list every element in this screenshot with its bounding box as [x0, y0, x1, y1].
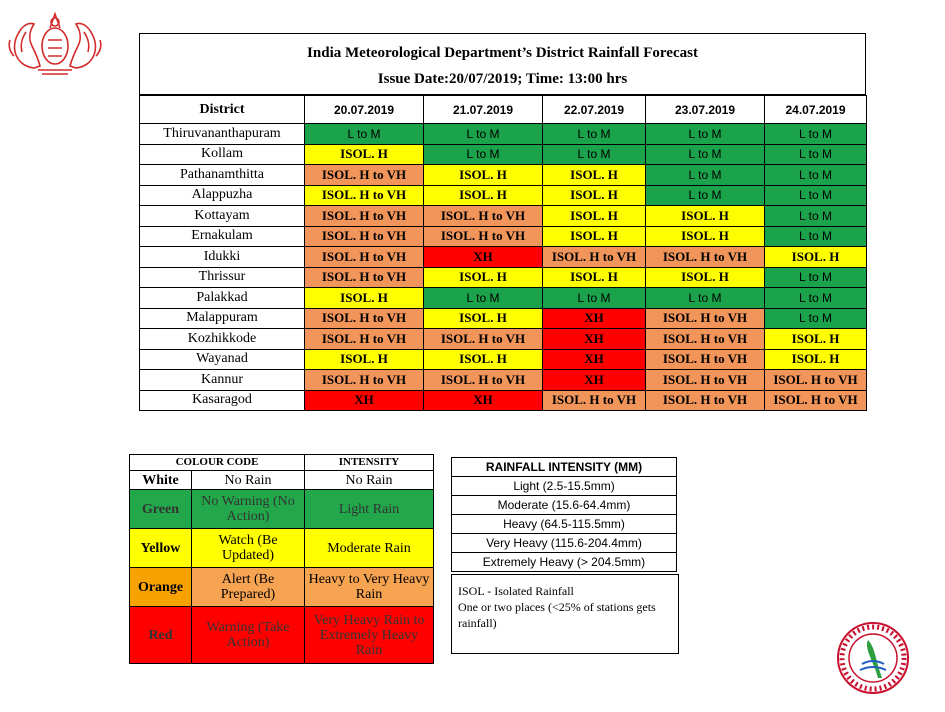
forecast-cell: L to M — [765, 165, 867, 186]
district-name: Malappuram — [140, 308, 305, 329]
intensity-header: INTENSITY — [305, 455, 434, 471]
forecast-cell: L to M — [646, 165, 765, 186]
isol-note — [451, 574, 679, 654]
table-row — [140, 144, 867, 165]
forecast-cell: XH — [543, 329, 646, 350]
forecast-cell: ISOL. H — [424, 165, 543, 186]
forecast-cell: ISOL. H — [424, 267, 543, 288]
forecast-cell: L to M — [765, 308, 867, 329]
forecast-cell: ISOL. H — [765, 329, 867, 350]
forecast-cell: XH — [424, 390, 543, 411]
forecast-cell: ISOL. H — [646, 206, 765, 227]
legend-meaning: Warning (Take Action) — [192, 607, 305, 664]
district-name: Kozhikkode — [140, 329, 305, 350]
forecast-cell: L to M — [765, 288, 867, 309]
forecast-cell: XH — [305, 390, 424, 411]
date-column-header: 22.07.2019 — [543, 96, 646, 124]
forecast-cell: ISOL. H to VH — [305, 329, 424, 350]
legend-meaning: Alert (Be Prepared) — [192, 568, 305, 607]
forecast-cell: ISOL. H — [305, 144, 424, 165]
legend-colour-name: Orange — [130, 568, 192, 607]
district-name: Palakkad — [140, 288, 305, 309]
forecast-cell: L to M — [424, 124, 543, 145]
table-row — [140, 308, 867, 329]
forecast-cell: ISOL. H — [305, 349, 424, 370]
colour-code-header: COLOUR CODE — [130, 455, 305, 471]
table-row — [140, 390, 867, 411]
forecast-cell: L to M — [646, 144, 765, 165]
forecast-cell: ISOL. H to VH — [646, 329, 765, 350]
legend-row-yellow — [130, 529, 434, 568]
forecast-cell: ISOL. H to VH — [646, 349, 765, 370]
forecast-cell: ISOL. H to VH — [646, 247, 765, 268]
forecast-cell: L to M — [765, 206, 867, 227]
date-column-header: 24.07.2019 — [765, 96, 867, 124]
legend-intensity: Heavy to Very Heavy Rain — [305, 568, 434, 607]
table-row — [140, 206, 867, 227]
forecast-cell: XH — [543, 308, 646, 329]
forecast-cell: ISOL. H to VH — [305, 247, 424, 268]
forecast-cell: ISOL. H — [646, 226, 765, 247]
legend-intensity: Light Rain — [305, 490, 434, 529]
legend-row-red — [130, 607, 434, 664]
table-row — [140, 349, 867, 370]
legend-colour-name: Red — [130, 607, 192, 664]
forecast-cell: L to M — [765, 124, 867, 145]
forecast-cell: L to M — [543, 288, 646, 309]
intensity-item: Heavy (64.5-115.5mm) — [452, 515, 677, 534]
district-name: Alappuzha — [140, 185, 305, 206]
table-row — [140, 247, 867, 268]
colour-code-legend — [129, 454, 434, 664]
legend-colour-name: White — [130, 471, 192, 490]
forecast-cell: L to M — [765, 185, 867, 206]
forecast-cell: L to M — [765, 267, 867, 288]
date-column-header: 21.07.2019 — [424, 96, 543, 124]
legend-meaning: Watch (Be Updated) — [192, 529, 305, 568]
district-name: Wayanad — [140, 349, 305, 370]
intensity-item: Moderate (15.6-64.4mm) — [452, 496, 677, 515]
forecast-cell: ISOL. H to VH — [305, 267, 424, 288]
forecast-header — [139, 33, 866, 95]
forecast-cell: L to M — [646, 185, 765, 206]
forecast-cell: ISOL. H to VH — [305, 206, 424, 227]
forecast-cell: ISOL. H — [424, 308, 543, 329]
date-column-header: 23.07.2019 — [646, 96, 765, 124]
forecast-cell: L to M — [305, 124, 424, 145]
forecast-cell: ISOL. H to VH — [305, 308, 424, 329]
district-name: Kasaragod — [140, 390, 305, 411]
legend-colour-name: Yellow — [130, 529, 192, 568]
isol-description: One or two places (<25% of stations gets rainfall) — [458, 600, 656, 630]
forecast-cell: XH — [543, 370, 646, 391]
table-row — [140, 370, 867, 391]
forecast-cell: ISOL. H — [765, 247, 867, 268]
forecast-cell: ISOL. H — [543, 206, 646, 227]
forecast-cell: ISOL. H to VH — [543, 247, 646, 268]
forecast-cell: ISOL. H to VH — [646, 390, 765, 411]
forecast-cell: ISOL. H to VH — [305, 226, 424, 247]
table-row — [140, 329, 867, 350]
forecast-cell: ISOL. H to VH — [424, 329, 543, 350]
district-name: Thiruvananthapuram — [140, 124, 305, 145]
forecast-cell: ISOL. H — [424, 349, 543, 370]
kerala-emblem-logo — [4, 8, 106, 80]
district-name: Thrissur — [140, 267, 305, 288]
district-forecast-table — [139, 95, 867, 411]
legend-row-green — [130, 490, 434, 529]
rainfall-intensity-title: RAINFALL INTENSITY (MM) — [452, 458, 677, 477]
table-row — [140, 185, 867, 206]
district-name: Pathanamthitta — [140, 165, 305, 186]
legend-intensity: Very Heavy Rain to Extremely Heavy Rain — [305, 607, 434, 664]
forecast-cell: XH — [424, 247, 543, 268]
intensity-item: Extremely Heavy (> 204.5mm) — [452, 553, 677, 572]
forecast-cell: ISOL. H to VH — [765, 370, 867, 391]
forecast-cell: ISOL. H to VH — [305, 370, 424, 391]
forecast-cell: L to M — [765, 226, 867, 247]
forecast-cell: ISOL. H to VH — [646, 370, 765, 391]
forecast-cell: ISOL. H to VH — [646, 308, 765, 329]
forecast-cell: L to M — [543, 144, 646, 165]
forecast-cell: ISOL. H to VH — [424, 226, 543, 247]
forecast-cell: ISOL. H to VH — [305, 165, 424, 186]
date-column-header: 20.07.2019 — [305, 96, 424, 124]
legend-row-orange — [130, 568, 434, 607]
table-row — [140, 165, 867, 186]
legend-row-white — [130, 471, 434, 490]
legend-meaning: No Rain — [192, 471, 305, 490]
forecast-cell: ISOL. H — [543, 226, 646, 247]
intensity-item: Light (2.5-15.5mm) — [452, 477, 677, 496]
intensity-item: Very Heavy (115.6-204.4mm) — [452, 534, 677, 553]
district-name: Kottayam — [140, 206, 305, 227]
rainfall-intensity-table — [451, 457, 677, 572]
forecast-cell: L to M — [765, 144, 867, 165]
forecast-cell: L to M — [646, 124, 765, 145]
legend-meaning: No Warning (No Action) — [192, 490, 305, 529]
legend-intensity: Moderate Rain — [305, 529, 434, 568]
forecast-cell: XH — [543, 349, 646, 370]
forecast-cell: L to M — [424, 144, 543, 165]
forecast-cell: ISOL. H — [543, 185, 646, 206]
legend-colour-name: Green — [130, 490, 192, 529]
isol-definition: ISOL - Isolated Rainfall — [458, 584, 574, 598]
forecast-cell: L to M — [424, 288, 543, 309]
forecast-cell: ISOL. H to VH — [305, 185, 424, 206]
table-row — [140, 267, 867, 288]
table-row — [140, 288, 867, 309]
district-name: Kollam — [140, 144, 305, 165]
forecast-title: India Meteorological Department’s District Rainfall Forecast — [307, 45, 698, 61]
forecast-cell: ISOL. H — [543, 267, 646, 288]
issue-date: Issue Date:20/07/2019; Time: 13:00 hrs — [377, 71, 628, 87]
forecast-cell: ISOL. H to VH — [424, 370, 543, 391]
table-row — [140, 124, 867, 145]
table-row — [140, 226, 867, 247]
district-name: Ernakulam — [140, 226, 305, 247]
forecast-cell: L to M — [543, 124, 646, 145]
table-header-row — [140, 96, 867, 124]
forecast-cell: ISOL. H — [646, 267, 765, 288]
forecast-cell: L to M — [646, 288, 765, 309]
forecast-cell: ISOL. H — [765, 349, 867, 370]
forecast-cell: ISOL. H — [424, 185, 543, 206]
district-name: Kannur — [140, 370, 305, 391]
district-column-header: District — [140, 96, 305, 124]
forecast-cell: ISOL. H to VH — [424, 206, 543, 227]
legend-intensity: No Rain — [305, 471, 434, 490]
ksdma-seal-logo — [832, 620, 914, 696]
district-name: Idukki — [140, 247, 305, 268]
forecast-cell: ISOL. H — [305, 288, 424, 309]
forecast-cell: ISOL. H to VH — [543, 390, 646, 411]
forecast-cell: ISOL. H — [543, 165, 646, 186]
forecast-cell: ISOL. H to VH — [765, 390, 867, 411]
